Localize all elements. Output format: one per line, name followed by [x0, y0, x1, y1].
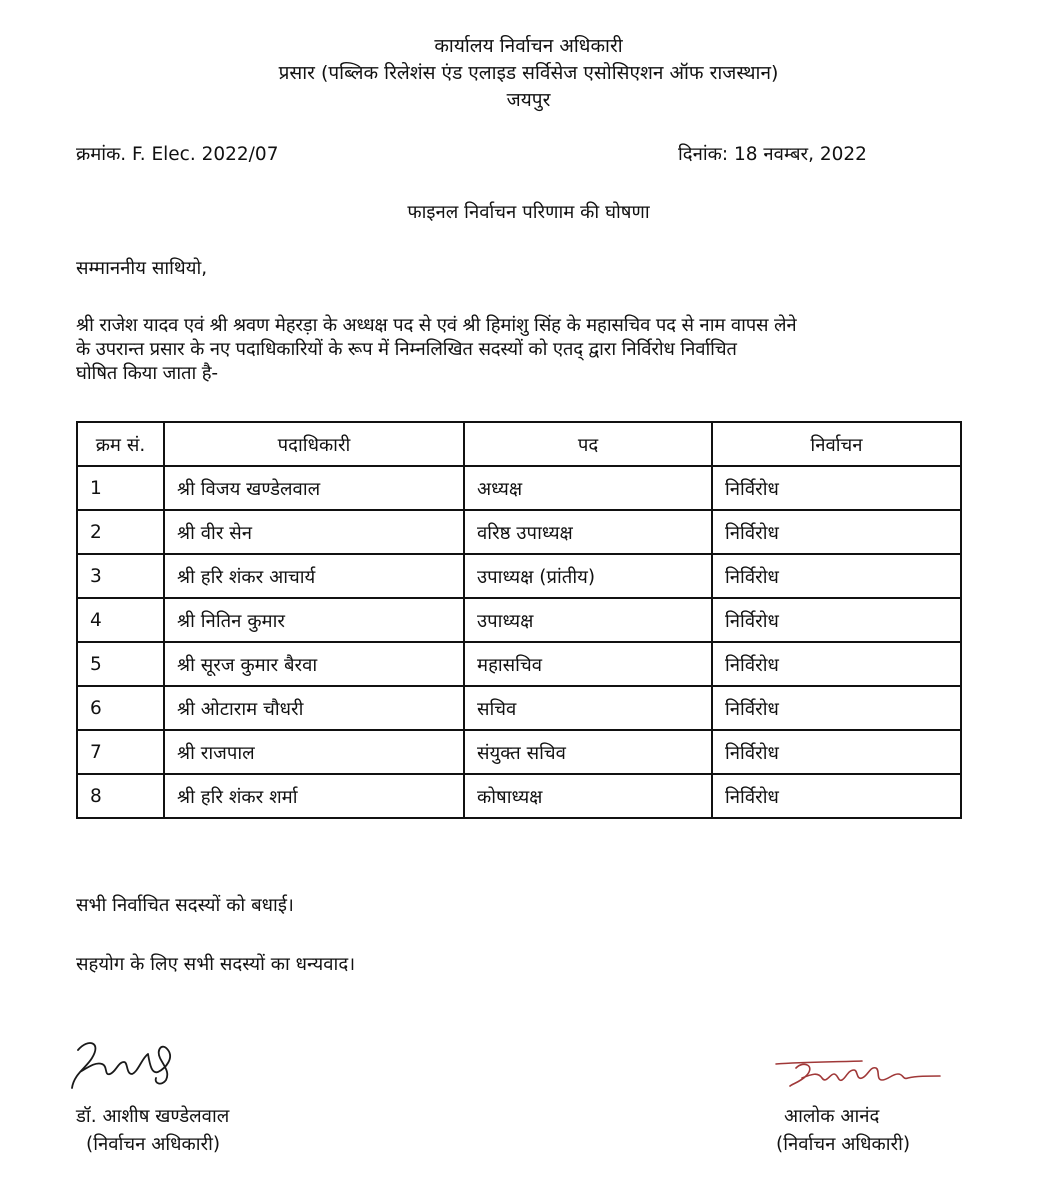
signature-left-image [66, 1028, 186, 1098]
serial-cell: 7 [77, 730, 164, 774]
paragraph-line: के उपरान्त प्रसार के नए पदाधिकारियों के रूप में निम्नलिखित सदस्यों को एतद् द्वारा निर्विरोध निर्वाचित [76, 339, 737, 360]
table-row [77, 774, 961, 818]
election-status-cell: निर्विरोध [712, 598, 961, 642]
column-header-election: निर्वाचन [712, 422, 961, 466]
member-name-cell: श्री नितिन कुमार [164, 598, 464, 642]
salutation: सम्माननीय साथियो, [76, 258, 208, 279]
election-status-cell: निर्विरोध [712, 642, 961, 686]
table-row [77, 554, 961, 598]
post-cell: महासचिव [464, 642, 712, 686]
election-status-cell: निर्विरोध [712, 774, 961, 818]
results-table [76, 421, 962, 819]
office-title: कार्यालय निर्वाचन अधिकारी [434, 35, 623, 57]
signature-right-stroke [776, 1061, 940, 1086]
post-cell: संयुक्त सचिव [464, 730, 712, 774]
member-name-cell: श्री हरि शंकर आचार्य [164, 554, 464, 598]
paragraph-line: घोषित किया जाता है- [76, 363, 218, 384]
member-name-cell: श्री ओटाराम चौधरी [164, 686, 464, 730]
serial-cell: 6 [77, 686, 164, 730]
table-row [77, 510, 961, 554]
post-cell: उपाध्यक्ष (प्रांतीय) [464, 554, 712, 598]
subject-heading: फाइनल निर्वाचन परिणाम की घोषणा [407, 202, 650, 223]
column-header-office-bearer: पदाधिकारी [164, 422, 464, 466]
table-row [77, 598, 961, 642]
election-status-cell: निर्विरोध [712, 554, 961, 598]
signatory-right-name: आलोक आनंद [784, 1106, 880, 1127]
post-cell: उपाध्यक्ष [464, 598, 712, 642]
column-header-post: पद [464, 422, 712, 466]
congratulations-text: सभी निर्वाचित सदस्यों को बधाई। [76, 895, 294, 916]
member-name-cell: श्री हरि शंकर शर्मा [164, 774, 464, 818]
post-cell: सचिव [464, 686, 712, 730]
signature-right-image [772, 1056, 944, 1096]
signatory-left-role: (निर्वाचन अधिकारी) [86, 1134, 221, 1155]
serial-cell: 8 [77, 774, 164, 818]
signatory-right-role: (निर्वाचन अधिकारी) [776, 1134, 911, 1155]
table-header-row [77, 422, 961, 466]
paragraph-line: श्री राजेश यादव एवं श्री श्रवण मेहरड़ा के अध्धक्ष पद से एवं श्री हिमांशु सिंह के महासचिव पद से नाम वापस लेने [76, 315, 797, 336]
thanks-text: सहयोग के लिए सभी सदस्यों का धन्यवाद। [76, 954, 356, 975]
member-name-cell: श्री विजय खण्डेलवाल [164, 466, 464, 510]
post-cell: अध्यक्ष [464, 466, 712, 510]
serial-cell: 4 [77, 598, 164, 642]
table-row [77, 642, 961, 686]
document-date: दिनांक: 18 नवम्बर, 2022 [678, 144, 867, 165]
serial-cell: 1 [77, 466, 164, 510]
election-status-cell: निर्विरोध [712, 730, 961, 774]
serial-cell: 2 [77, 510, 164, 554]
member-name-cell: श्री वीर सेन [164, 510, 464, 554]
table-row [77, 686, 961, 730]
table-row [77, 466, 961, 510]
table-row [77, 730, 961, 774]
association-name: प्रसार (पब्लिक रिलेशंस एंड एलाइड सर्विसेज एसोसिएशन ऑफ राजस्थान) [278, 62, 779, 84]
serial-cell: 3 [77, 554, 164, 598]
member-name-cell: श्री सूरज कुमार बैरवा [164, 642, 464, 686]
announcement-paragraph [76, 314, 976, 386]
signature-left-stroke [72, 1043, 170, 1088]
election-status-cell: निर्विरोध [712, 686, 961, 730]
member-name-cell: श्री राजपाल [164, 730, 464, 774]
city-name: जयपुर [506, 89, 551, 111]
column-header-serial: क्रम सं. [77, 422, 164, 466]
signatory-left-name: डॉ. आशीष खण्डेलवाल [76, 1106, 230, 1127]
reference-number: क्रमांक. F. Elec. 2022/07 [76, 144, 279, 165]
serial-cell: 5 [77, 642, 164, 686]
election-status-cell: निर्विरोध [712, 510, 961, 554]
election-status-cell: निर्विरोध [712, 466, 961, 510]
post-cell: कोषाध्यक्ष [464, 774, 712, 818]
post-cell: वरिष्ठ उपाध्यक्ष [464, 510, 712, 554]
